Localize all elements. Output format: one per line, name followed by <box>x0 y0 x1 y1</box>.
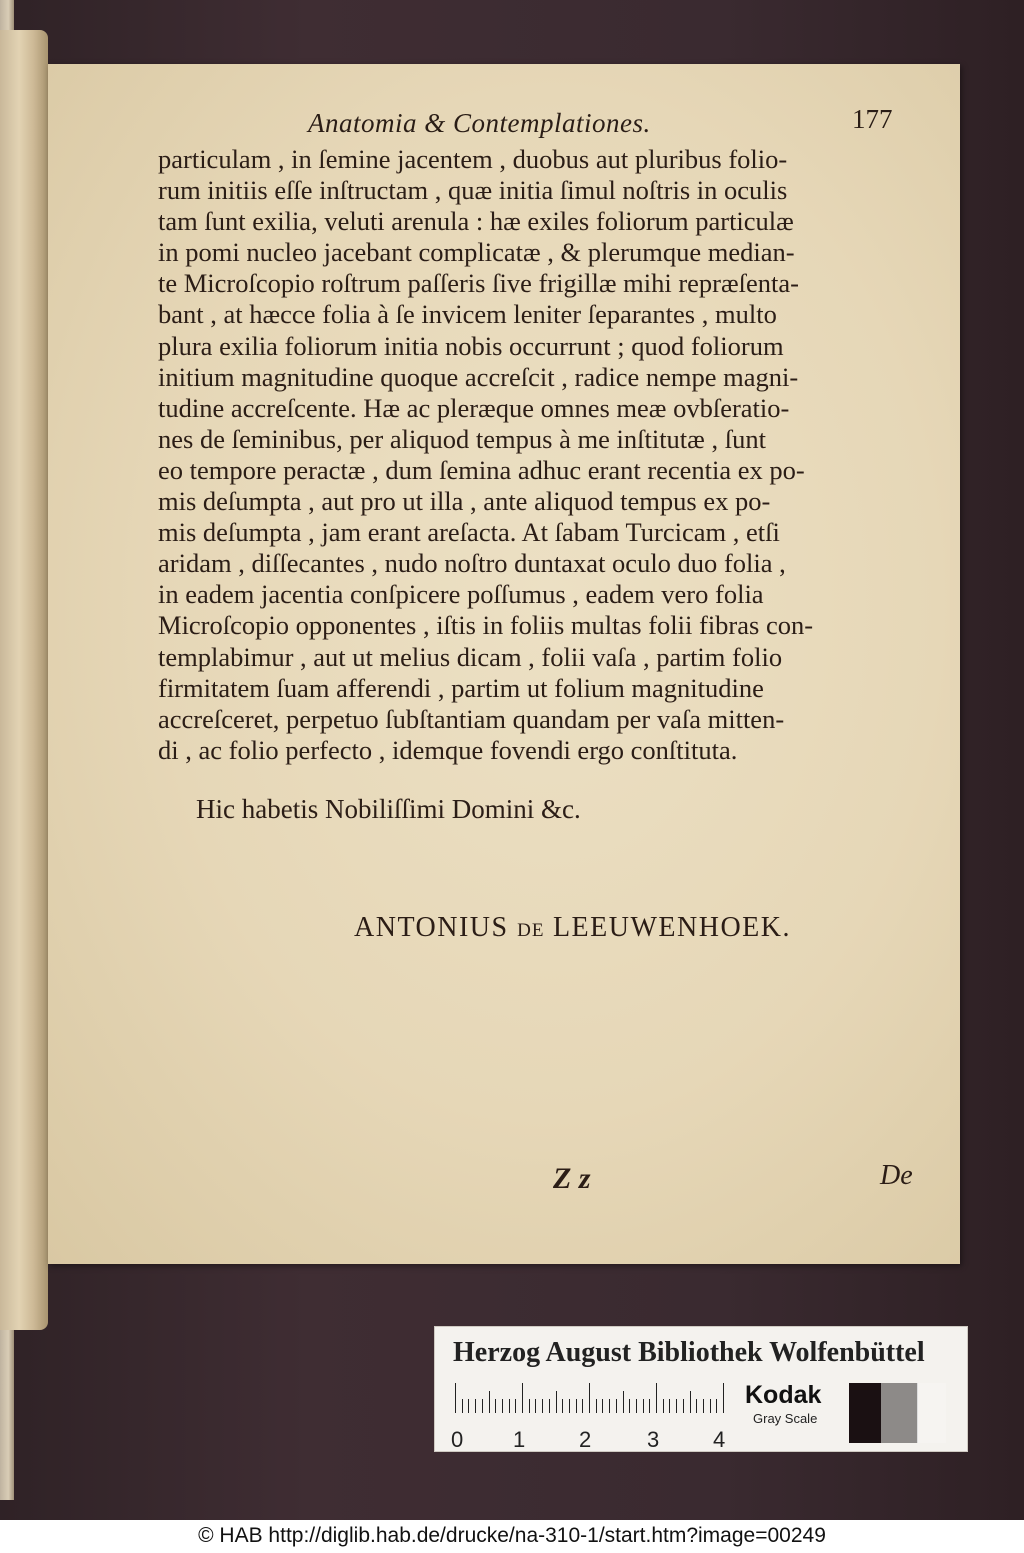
ruler-tick <box>489 1391 490 1413</box>
copyright-url: © HAB http://diglib.hab.de/drucke/na-310-1/start.htm?image=00249 <box>198 1524 826 1547</box>
ruler-tick <box>509 1399 510 1413</box>
ruler-tick <box>609 1399 610 1413</box>
ruler-tick <box>582 1399 583 1413</box>
text-line: plura exilia foliorum initia nobis occurrunt ; quod foliorum <box>158 330 784 361</box>
text-line: di , ac folio perfecto , idemque fovendi ergo conſtituta. <box>158 734 738 765</box>
scale-ruler <box>455 1383 727 1413</box>
ruler-tick <box>676 1399 677 1413</box>
catchword: De <box>880 1160 913 1191</box>
closing-line: Hic habetis Nobiliſſimi Domini &c. <box>196 794 581 824</box>
signature-surname: LEEUWENHOEK. <box>552 912 791 943</box>
text-line: particulam , in ſemine jacentem , duobus aut pluribus folio- <box>158 144 788 174</box>
ruler-number: 4 <box>713 1427 726 1452</box>
ruler-tick <box>602 1399 603 1413</box>
ruler-tick <box>529 1399 530 1413</box>
ruler-tick <box>569 1399 570 1413</box>
text-line: bant , at hæcce folia à ſe invicem leniter ſeparantes , multo <box>158 299 777 330</box>
ruler-tick <box>542 1399 543 1413</box>
signature-first-name: ANTONIUS <box>354 912 509 943</box>
white-swatch <box>917 1383 946 1443</box>
ruler-tick <box>656 1383 657 1413</box>
ruler-tick <box>495 1399 496 1413</box>
ruler-tick <box>475 1399 476 1413</box>
ruler-tick <box>643 1399 644 1413</box>
text-line: te Microſcopio roſtrum paſſeris ſive frigillæ mihi repræſenta- <box>158 268 799 299</box>
library-name: Herzog August Bibliothek Wolfenbüttel <box>453 1337 925 1368</box>
ruler-tick <box>468 1399 469 1413</box>
ruler-tick <box>515 1399 516 1413</box>
gray-swatch <box>881 1383 917 1443</box>
library-color-target <box>434 1326 968 1452</box>
ruler-tick <box>723 1383 724 1413</box>
ruler-number: 2 <box>579 1427 592 1452</box>
text-line: mis deſumpta , jam erant areſacta. At ſabam Turcicam , etſi <box>158 517 780 548</box>
ruler-tick <box>649 1399 650 1413</box>
text-line: tudine accreſcente. Hæ ac pleræque omnes meæ ovbſeratio- <box>158 392 790 423</box>
ruler-number: 3 <box>647 1427 660 1452</box>
ruler-tick <box>549 1399 550 1413</box>
text-line: Microſcopio opponentes , iſtis in foliis multas folii fibras con- <box>158 610 814 641</box>
ruler-tick <box>535 1399 536 1413</box>
ruler-tick <box>663 1399 664 1413</box>
text-line: accreſceret, perpetuo ſubſtantiam quandam per vaſa mitten- <box>158 703 785 734</box>
previous-page-edge <box>0 30 48 1330</box>
ruler-tick <box>616 1399 617 1413</box>
ruler-tick <box>703 1399 704 1413</box>
running-head: Anatomia & Contemplationes. <box>308 108 651 138</box>
text-line: tam ſunt exilia, veluti arenula : hæ exiles foliorum particulæ <box>158 206 794 237</box>
black-swatch <box>849 1383 881 1443</box>
printer-signature-mark: Z z <box>553 1162 591 1195</box>
footer-bar <box>0 1520 1024 1553</box>
ruler-tick <box>562 1399 563 1413</box>
kodak-logo: Kodak <box>745 1381 822 1409</box>
text-line: initium magnitudine quoque accreſcit , radice nempe magni- <box>158 361 799 392</box>
ruler-tick <box>596 1399 597 1413</box>
ruler-number: 1 <box>513 1427 526 1452</box>
gray-scale-label: Gray Scale <box>753 1411 818 1426</box>
ruler-tick <box>623 1391 624 1413</box>
ruler-tick <box>455 1383 456 1413</box>
text-line: rum initiis eſſe inſtructam , quæ initia ſimul noſtris in oculis <box>158 175 788 206</box>
ruler-tick <box>636 1399 637 1413</box>
ruler-tick <box>710 1399 711 1413</box>
text-line: firmitatem ſuam afferendi , partim ut folium magnitudine <box>158 672 764 703</box>
text-line: mis deſumpta , aut pro ut illa , ante aliquod tempus ex po- <box>158 486 771 517</box>
page-number: 177 <box>852 104 893 134</box>
ruler-tick <box>696 1399 697 1413</box>
ruler-number: 0 <box>451 1427 464 1452</box>
ruler-tick <box>522 1383 523 1413</box>
ruler-tick <box>683 1399 684 1413</box>
signature <box>354 912 791 944</box>
text-line: in pomi nucleo jacebant complicatæ , & plerumque median- <box>158 237 795 268</box>
ruler-tick <box>669 1399 670 1413</box>
ruler-tick <box>716 1399 717 1413</box>
ruler-tick <box>556 1391 557 1413</box>
ruler-tick <box>482 1399 483 1413</box>
body-text <box>158 144 910 766</box>
ruler-tick <box>589 1383 590 1413</box>
ruler-tick <box>690 1391 691 1413</box>
text-line: nes de ſeminibus, per aliquod tempus à me inſtitutæ , ſunt <box>158 423 766 454</box>
text-line: in eadem jacentia conſpicere poſſumus , eadem vero folia <box>158 579 764 610</box>
ruler-tick <box>502 1399 503 1413</box>
text-line: aridam , diſſecantes , nudo noſtro duntaxat oculo duo folia , <box>158 548 786 579</box>
signature-particle: DE <box>517 920 545 941</box>
ruler-tick <box>576 1399 577 1413</box>
ruler-tick <box>462 1399 463 1413</box>
text-line: eo tempore peractæ , dum ſemina adhuc erant recentia ex po- <box>158 454 805 485</box>
text-line: templabimur , aut ut melius dicam , folii vaſa , partim folio <box>158 641 783 672</box>
ruler-tick <box>629 1399 630 1413</box>
